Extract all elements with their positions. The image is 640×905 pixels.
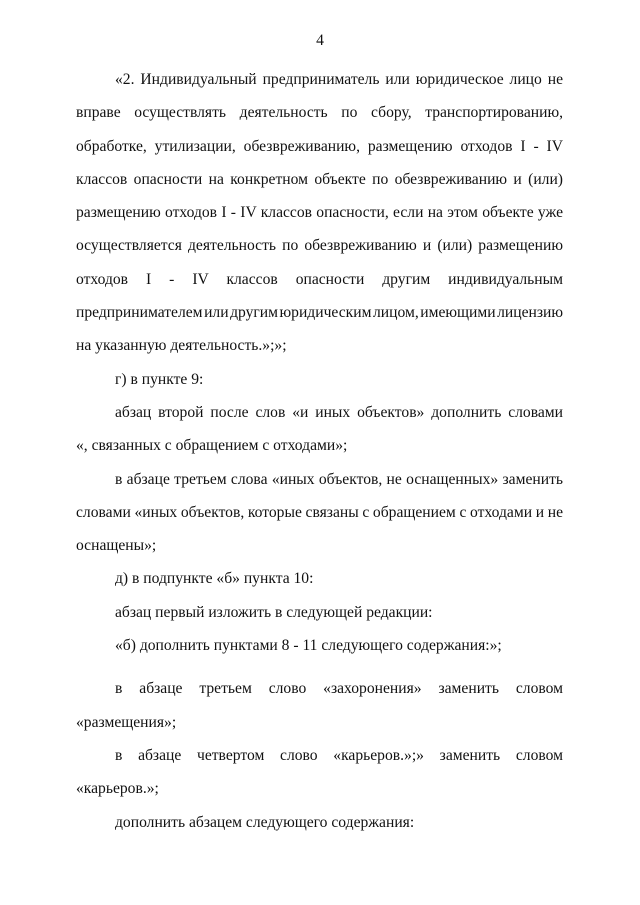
paragraph bbox=[76, 63, 563, 363]
paragraph bbox=[76, 396, 563, 463]
paragraph bbox=[76, 596, 563, 629]
paragraph bbox=[76, 463, 563, 563]
text-line: в абзаце третьем слово «захоронения» заменить словом bbox=[115, 680, 563, 698]
text-line: размещению отходов I - IV классов опасности, если на этом объекте уже bbox=[76, 204, 563, 222]
text-line: на указанную деятельность.»;»; bbox=[76, 337, 287, 355]
text-line: абзац второй после слов «и иных объектов» дополнить словами bbox=[115, 403, 563, 421]
text-line: осуществляется деятельность по обезвреживанию и (или) размещению bbox=[76, 237, 563, 255]
text-line: «б) дополнить пунктами 8 - 11 следующего содержания:»; bbox=[115, 637, 502, 655]
text-line: в абзаце четвертом слово «карьеров.»;» заменить словом bbox=[115, 746, 563, 764]
text-line: обработке, утилизации, обезвреживанию, размещению отходов I - IV bbox=[76, 137, 563, 155]
text-line: «карьеров.»; bbox=[76, 780, 159, 798]
text-line: отходов I - IV классов опасности другим индивидуальным bbox=[76, 270, 563, 288]
text-line: г) в пункте 9: bbox=[115, 370, 204, 388]
paragraph bbox=[76, 806, 563, 839]
text-line: классов опасности на конкретном объекте по обезвреживанию и (или) bbox=[76, 170, 563, 188]
text-line: «размещения»; bbox=[76, 713, 177, 731]
text-line: д) в подпункте «б» пункта 10: bbox=[115, 570, 314, 588]
paragraph bbox=[76, 363, 563, 396]
paragraph bbox=[76, 629, 563, 662]
text-line: «2. Индивидуальный предприниматель или юридическое лицо не bbox=[115, 71, 563, 88]
text-line: «, связанных с обращением с отходами»; bbox=[76, 437, 348, 455]
text-line: вправе осуществлять деятельность по сбору, транспортированию, bbox=[76, 104, 563, 122]
text-line: оснащены»; bbox=[76, 537, 157, 555]
paragraph bbox=[76, 672, 563, 739]
page-number: 4 bbox=[316, 32, 324, 49]
text-line: словами «иных объектов, которые связаны с обращением с отходами и не bbox=[76, 503, 563, 521]
text-line: абзац первый изложить в следующей редакции: bbox=[115, 603, 433, 621]
paragraph bbox=[76, 739, 563, 806]
document-body bbox=[76, 63, 563, 839]
text-line: в абзаце третьем слова «иных объектов, не оснащенных» заменить bbox=[115, 470, 563, 488]
text-line: дополнить абзацем следующего содержания: bbox=[115, 813, 415, 831]
paragraph bbox=[76, 562, 563, 595]
text-line: предпринимателем или другим юридическим лицом, имеющими лицензию bbox=[76, 304, 563, 322]
